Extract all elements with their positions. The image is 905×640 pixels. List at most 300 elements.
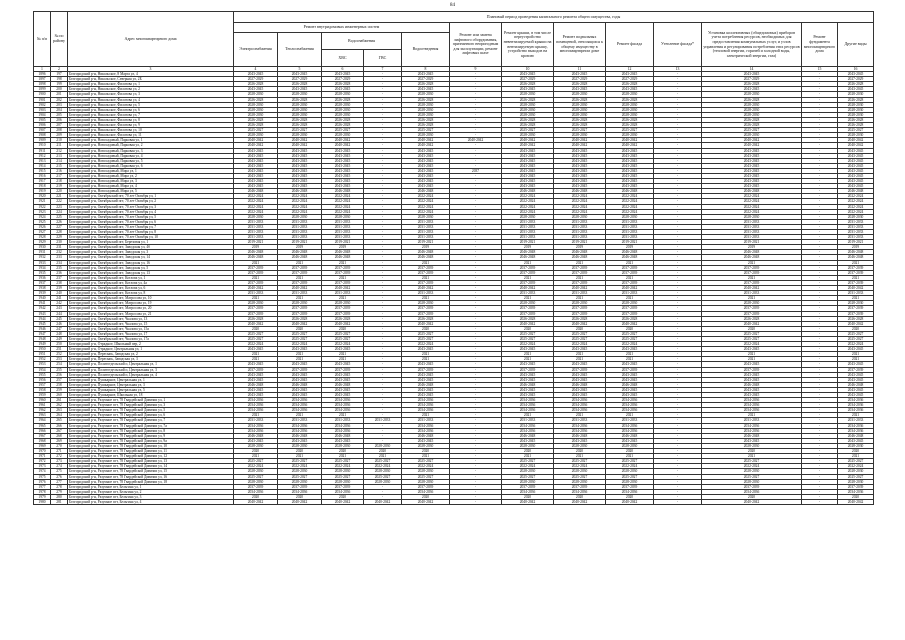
row-period-cell: - <box>802 499 838 504</box>
row-number: 1926 <box>34 224 51 229</box>
row-period-cell: 2021 <box>606 413 654 418</box>
row-address: Белгородский р-н, Новосадовый, Мира ул, 2 <box>68 173 234 178</box>
row-period-cell: 2034-2036 <box>322 428 364 433</box>
row-period-cell: - <box>654 87 702 92</box>
row-period-cell: 2021 <box>554 275 606 280</box>
row-period-cell: 2046-2048 <box>234 382 278 387</box>
row-period-cell: 2040-2042 <box>606 499 654 504</box>
row-period-cell: - <box>364 255 402 260</box>
row-district-number: 274 <box>51 464 68 469</box>
row-period-cell: 2043-2045 <box>606 438 654 443</box>
row-period-cell: - <box>654 214 702 219</box>
row-period-cell: - <box>450 489 502 494</box>
row-period-cell: 2034-2036 <box>322 489 364 494</box>
row-period-cell: 2034-2036 <box>702 398 802 403</box>
row-period-cell: - <box>450 377 502 382</box>
row-district-number: 231 <box>51 245 68 250</box>
row-period-cell: 2021 <box>502 454 554 459</box>
row-period-cell: 2031-2033 <box>838 418 874 423</box>
row-period-cell: - <box>802 173 838 178</box>
row-period-cell: 2026-2028 <box>234 97 278 102</box>
row-period-cell: 2020 <box>702 326 802 331</box>
row-period-cell: 2043-2045 <box>554 347 606 352</box>
row-period-cell: 2046-2048 <box>322 189 364 194</box>
row-district-number: 222 <box>51 199 68 204</box>
row-district-number: 211 <box>51 143 68 148</box>
row-period-cell: 2043-2045 <box>278 173 322 178</box>
row-period-cell: 2031-2033 <box>502 230 554 235</box>
row-period-cell: 2040-2042 <box>502 499 554 504</box>
row-period-cell: 2040-2042 <box>838 143 874 148</box>
row-period-cell: 2031-2033 <box>502 291 554 296</box>
row-period-cell: 2020 <box>502 494 554 499</box>
row-period-cell: - <box>450 382 502 387</box>
row-period-cell: 2022-2024 <box>278 342 322 347</box>
row-period-cell: 2025-2027 <box>278 128 322 133</box>
row-district-number: 281 <box>51 499 68 504</box>
row-period-cell: 2040-2042 <box>606 321 654 326</box>
column-index: 12 <box>606 67 654 72</box>
row-period-cell: 2043-2045 <box>554 393 606 398</box>
row-period-cell: - <box>654 469 702 474</box>
row-period-cell: 2031-2033 <box>606 235 654 240</box>
row-period-cell: 2040-2042 <box>606 143 654 148</box>
row-district-number: 210 <box>51 138 68 143</box>
row-period-cell: - <box>802 102 838 107</box>
row-period-cell: 2031-2033 <box>702 291 802 296</box>
row-address: Белгородский р-н, Пересыпь, Заводская ул, 2 <box>68 352 234 357</box>
row-period-cell: 2028-2030 <box>502 92 554 97</box>
row-period-cell: 2022-2024 <box>606 342 654 347</box>
row-period-cell: 2043-2045 <box>838 377 874 382</box>
row-district-number: 247 <box>51 326 68 331</box>
row-period-cell: 2043-2045 <box>554 158 606 163</box>
row-period-cell: - <box>654 433 702 438</box>
row-period-cell: - <box>364 438 402 443</box>
row-period-cell: 2043-2045 <box>234 163 278 168</box>
row-period-cell: 2019-2021 <box>322 240 364 245</box>
row-period-cell: - <box>802 77 838 82</box>
row-address: Белгородский р-н, Октябрьский пгт, Матросова ул, 19 <box>68 301 234 306</box>
row-period-cell: - <box>364 484 402 489</box>
row-period-cell: - <box>802 148 838 153</box>
row-period-cell: - <box>654 163 702 168</box>
row-period-cell: 2022-2024 <box>402 199 450 204</box>
row-period-cell: 2031-2033 <box>234 235 278 240</box>
row-period-cell: 2022-2024 <box>502 194 554 199</box>
row-period-cell: 2025-2027 <box>838 474 874 479</box>
row-period-cell: 2040-2042 <box>322 138 364 143</box>
row-period-cell: - <box>364 102 402 107</box>
row-period-cell: 2034-2036 <box>402 489 450 494</box>
row-period-cell: 2020 <box>702 449 802 454</box>
row-period-cell: 2022-2024 <box>702 464 802 469</box>
row-period-cell: 2019-2021 <box>838 240 874 245</box>
row-period-cell: 2043-2045 <box>838 347 874 352</box>
row-district-number: 228 <box>51 230 68 235</box>
row-period-cell: - <box>364 347 402 352</box>
row-period-cell: - <box>450 347 502 352</box>
row-period-cell: 2031-2033 <box>322 219 364 224</box>
row-period-cell: 2043-2045 <box>838 179 874 184</box>
row-period-cell: - <box>802 168 838 173</box>
row-period-cell: 2037-2039 <box>838 265 874 270</box>
row-period-cell: - <box>450 494 502 499</box>
row-period-cell: 2043-2045 <box>838 148 874 153</box>
column-index: 9 <box>450 67 502 72</box>
row-period-cell: 2022-2024 <box>278 194 322 199</box>
row-period-cell: - <box>654 133 702 138</box>
row-address: Белгородский р-н, Разумное пгт, 78 Гвардейской Дивизии ул, 8 <box>68 428 234 433</box>
row-period-cell: - <box>802 433 838 438</box>
period-group-header: Плановый период проведения капитального ремонта общего имущества, годы <box>234 12 874 23</box>
row-period-cell: 2043-2045 <box>838 184 874 189</box>
row-period-cell: 2034-2036 <box>606 489 654 494</box>
row-period-cell: - <box>654 428 702 433</box>
row-period-cell: 2019-2021 <box>502 240 554 245</box>
row-period-cell: 2022-2024 <box>554 204 606 209</box>
row-period-cell: 2021 <box>838 275 874 280</box>
row-period-cell: 2043-2045 <box>234 184 278 189</box>
row-period-cell: 2043-2045 <box>502 347 554 352</box>
row-period-cell: 2034-2036 <box>322 408 364 413</box>
column-index: 14 <box>702 67 802 72</box>
row-period-cell: 2046-2048 <box>502 250 554 255</box>
row-period-cell: 2043-2045 <box>838 362 874 367</box>
row-period-cell: 2043-2045 <box>502 72 554 77</box>
row-period-cell: - <box>364 316 402 321</box>
row-period-cell: 2028-2030 <box>554 443 606 448</box>
row-number: 1956 <box>34 377 51 382</box>
row-period-cell: 2046-2048 <box>322 250 364 255</box>
row-period-cell: 2025-2027 <box>554 336 606 341</box>
row-period-cell: - <box>802 382 838 387</box>
row-period-cell: 2040-2042 <box>838 321 874 326</box>
row-number: 1978 <box>34 489 51 494</box>
row-number: 1979 <box>34 494 51 499</box>
row-period-cell: 2021 <box>364 454 402 459</box>
row-period-cell: 2028-2030 <box>322 107 364 112</box>
row-period-cell: 2020 <box>234 449 278 454</box>
row-period-cell: 2020 <box>234 494 278 499</box>
row-period-cell: 2022-2024 <box>502 464 554 469</box>
row-period-cell: - <box>802 398 838 403</box>
row-address: Белгородский р-н, Октябрьский пгт, Заводская ул, 16 <box>68 260 234 265</box>
row-period-cell: 2028-2030 <box>838 214 874 219</box>
row-district-number: 200 <box>51 87 68 92</box>
row-period-cell: 2040-2042 <box>838 286 874 291</box>
row-period-cell: - <box>654 296 702 301</box>
row-period-cell: 2040-2042 <box>234 499 278 504</box>
row-period-cell: - <box>802 250 838 255</box>
row-period-cell: 2043-2045 <box>322 87 364 92</box>
col-facade: Ремонт фасада <box>606 23 654 67</box>
row-period-cell: 2040-2042 <box>502 143 554 148</box>
row-address: Белгородский р-н, Новосадовый, Парковая ул, 6 <box>68 163 234 168</box>
row-number: 1916 <box>34 173 51 178</box>
row-period-cell: - <box>450 275 502 280</box>
row-number: 1935 <box>34 270 51 275</box>
row-period-cell: 2022-2024 <box>702 342 802 347</box>
row-address: Белгородский р-н, Разумное пгт, 78 Гвардейской Дивизии ул, 5 <box>68 408 234 413</box>
row-period-cell: - <box>450 449 502 454</box>
row-period-cell: 2043-2045 <box>278 377 322 382</box>
row-period-cell: - <box>364 97 402 102</box>
row-period-cell: - <box>802 408 838 413</box>
row-period-cell: 2020 <box>702 494 802 499</box>
row-period-cell: - <box>802 484 838 489</box>
row-period-cell: - <box>364 194 402 199</box>
row-period-cell: 2028-2030 <box>234 133 278 138</box>
row-period-cell: - <box>450 418 502 423</box>
row-district-number: 249 <box>51 336 68 341</box>
row-period-cell: 2040-2042 <box>402 143 450 148</box>
row-period-cell: - <box>364 403 402 408</box>
row-period-cell: - <box>450 352 502 357</box>
row-period-cell: - <box>450 97 502 102</box>
row-number: 1910 <box>34 143 51 148</box>
row-number: 1912 <box>34 153 51 158</box>
row-period-cell: 2021 <box>322 296 364 301</box>
row-period-cell: 2034-2036 <box>402 428 450 433</box>
row-period-cell: - <box>450 387 502 392</box>
row-period-cell: 2021 <box>278 413 322 418</box>
row-period-cell: - <box>450 398 502 403</box>
row-period-cell: 2043-2045 <box>402 372 450 377</box>
row-period-cell: 2043-2045 <box>502 173 554 178</box>
row-period-cell: - <box>364 393 402 398</box>
row-period-cell: - <box>364 224 402 229</box>
row-period-cell: - <box>450 336 502 341</box>
row-period-cell: 2028-2030 <box>322 214 364 219</box>
row-district-number: 227 <box>51 224 68 229</box>
row-period-cell: 2031-2033 <box>702 219 802 224</box>
row-period-cell: - <box>654 235 702 240</box>
row-period-cell: 2028-2030 <box>278 102 322 107</box>
row-number: 1948 <box>34 336 51 341</box>
row-period-cell: 2037-2039 <box>554 270 606 275</box>
row-period-cell: - <box>802 245 838 250</box>
row-period-cell: 2025-2027 <box>234 474 278 479</box>
row-period-cell: 2037-2039 <box>502 265 554 270</box>
row-period-cell: 2020 <box>278 326 322 331</box>
col-basement: Ремонт подвальных помещений, относящихся к общему имуществу в многоквартирном доме <box>554 23 606 67</box>
row-period-cell: 2028-2030 <box>234 107 278 112</box>
row-period-cell: 2043-2045 <box>554 179 606 184</box>
row-period-cell: 2026-2028 <box>322 123 364 128</box>
row-period-cell: 2019 <box>838 245 874 250</box>
table-body <box>34 72 874 505</box>
row-period-cell: - <box>802 235 838 240</box>
row-period-cell: 2034-2036 <box>234 423 278 428</box>
row-district-number: 272 <box>51 454 68 459</box>
row-period-cell: 2037-2039 <box>606 367 654 372</box>
row-period-cell: 2037-2039 <box>402 367 450 372</box>
row-period-cell: 2043-2045 <box>502 372 554 377</box>
row-address: Белгородский р-н, Разумное пгт, 78 Гвардейской Дивизии ул, 15 <box>68 469 234 474</box>
row-period-cell: 2028-2030 <box>364 443 402 448</box>
row-period-cell: - <box>364 240 402 245</box>
row-period-cell: 2026-2028 <box>278 316 322 321</box>
row-period-cell: 2026-2028 <box>606 316 654 321</box>
row-period-cell: 2025-2027 <box>278 336 322 341</box>
row-period-cell: - <box>364 326 402 331</box>
row-period-cell: 2043-2045 <box>702 393 802 398</box>
row-address: Белгородский р-н, Октябрьский пгт, Заводская ул, 3 <box>68 250 234 255</box>
row-period-cell: 2043-2045 <box>554 362 606 367</box>
row-period-cell: 2043-2045 <box>322 153 364 158</box>
row-period-cell: 2034-2036 <box>278 423 322 428</box>
row-period-cell: 2037-2039 <box>322 367 364 372</box>
row-period-cell: 2020 <box>838 326 874 331</box>
row-period-cell: - <box>450 372 502 377</box>
row-number: 1968 <box>34 438 51 443</box>
row-period-cell: 2020 <box>554 326 606 331</box>
row-period-cell: - <box>654 408 702 413</box>
row-period-cell: 2021 <box>278 357 322 362</box>
row-period-cell: 2021 <box>554 260 606 265</box>
row-period-cell: 2046-2048 <box>702 255 802 260</box>
row-period-cell: 2037-2039 <box>322 306 364 311</box>
row-period-cell: 2037-2039 <box>234 265 278 270</box>
row-address: Белгородский р-н, Разумное пгт, 78 Гвардейской Дивизии ул, 6 <box>68 413 234 418</box>
row-period-cell: - <box>450 184 502 189</box>
row-period-cell: - <box>450 214 502 219</box>
row-period-cell: - <box>802 494 838 499</box>
row-period-cell: - <box>364 408 402 413</box>
row-period-cell: 2022-2024 <box>322 342 364 347</box>
row-period-cell: 2027-2029 <box>554 77 606 82</box>
row-period-cell: - <box>364 107 402 112</box>
row-period-cell: - <box>364 280 402 285</box>
row-district-number: 241 <box>51 296 68 301</box>
row-period-cell: 2046-2048 <box>838 189 874 194</box>
row-period-cell: - <box>364 377 402 382</box>
row-period-cell: - <box>450 321 502 326</box>
row-period-cell: 2026-2028 <box>554 97 606 102</box>
row-number: 1942 <box>34 306 51 311</box>
row-period-cell: 2025-2027 <box>606 128 654 133</box>
row-address: Белгородский р-н, Октябрьский пгт, Березовая ул, 1 <box>68 240 234 245</box>
row-period-cell: 2040-2042 <box>702 321 802 326</box>
row-district-number: 257 <box>51 377 68 382</box>
row-period-cell: 2046-2048 <box>234 433 278 438</box>
row-period-cell: - <box>450 367 502 372</box>
row-period-cell: 2037-2039 <box>278 270 322 275</box>
row-period-cell: 2028-2030 <box>402 214 450 219</box>
row-period-cell: - <box>450 301 502 306</box>
row-address: Белгородский р-н, Никольское, Северная ул, 2Б <box>68 77 234 82</box>
row-period-cell: - <box>450 143 502 148</box>
row-period-cell: 2046-2048 <box>838 255 874 260</box>
row-district-number: 250 <box>51 342 68 347</box>
row-period-cell: 2043-2045 <box>502 87 554 92</box>
row-period-cell: 2043-2045 <box>838 393 874 398</box>
row-period-cell: 2034-2036 <box>278 408 322 413</box>
row-address: Белгородский р-н, Никольское, Филатова ул, 2 <box>68 87 234 92</box>
row-period-cell: 2043-2045 <box>278 438 322 443</box>
row-number: 1941 <box>34 301 51 306</box>
row-period-cell: 2022-2024 <box>234 194 278 199</box>
row-number: 1898 <box>34 82 51 87</box>
row-number: 1902 <box>34 102 51 107</box>
row-period-cell: 2046-2048 <box>606 189 654 194</box>
row-number: 1940 <box>34 296 51 301</box>
row-period-cell: 2028-2030 <box>402 107 450 112</box>
row-address: Белгородский р-н, Октябрьский пгт, 70 лет Октября ул, 10 <box>68 235 234 240</box>
row-period-cell: 2026-2028 <box>234 316 278 321</box>
row-period-cell: 2046-2048 <box>502 433 554 438</box>
row-district-number: 266 <box>51 423 68 428</box>
row-period-cell: - <box>654 265 702 270</box>
row-period-cell: 2031-2033 <box>322 224 364 229</box>
row-address: Белгородский р-н, Никольское, Филатова ул, 8 <box>68 117 234 122</box>
row-district-number: 226 <box>51 219 68 224</box>
row-period-cell: 2022-2024 <box>554 209 606 214</box>
row-period-cell: 2040-2042 <box>702 286 802 291</box>
row-period-cell: - <box>364 235 402 240</box>
row-period-cell: - <box>654 306 702 311</box>
row-period-cell: 2043-2045 <box>606 372 654 377</box>
row-period-cell: - <box>654 387 702 392</box>
row-period-cell: 2037-2039 <box>554 265 606 270</box>
row-period-cell: 2037-2039 <box>234 311 278 316</box>
row-address: Белгородский р-н, Никольское, Филатова ул, 11 <box>68 133 234 138</box>
row-period-cell: - <box>364 275 402 280</box>
row-district-number: 280 <box>51 494 68 499</box>
row-period-cell: 2026-2028 <box>606 97 654 102</box>
row-period-cell: - <box>450 438 502 443</box>
row-period-cell: 2043-2045 <box>278 158 322 163</box>
row-period-cell: - <box>654 301 702 306</box>
row-period-cell: 2043-2045 <box>402 163 450 168</box>
row-period-cell: 2022-2024 <box>838 209 874 214</box>
row-period-cell: - <box>802 326 838 331</box>
row-period-cell: 2043-2045 <box>502 158 554 163</box>
row-period-cell: - <box>364 204 402 209</box>
row-address: Белгородский р-н, Разумное пгт, Бельгина ул, 4 <box>68 499 234 504</box>
row-period-cell: - <box>364 148 402 153</box>
row-period-cell: - <box>654 347 702 352</box>
row-period-cell: - <box>654 362 702 367</box>
row-period-cell: 2026-2028 <box>402 117 450 122</box>
row-period-cell: 2043-2045 <box>234 158 278 163</box>
row-number: 1923 <box>34 209 51 214</box>
row-district-number: 224 <box>51 209 68 214</box>
row-period-cell: 2046-2048 <box>278 382 322 387</box>
row-period-cell: 2037-2039 <box>838 306 874 311</box>
row-period-cell: 2031-2033 <box>554 219 606 224</box>
row-period-cell: 2034-2036 <box>554 489 606 494</box>
row-period-cell: - <box>654 454 702 459</box>
row-district-number: 225 <box>51 214 68 219</box>
row-number: 1950 <box>34 347 51 352</box>
row-period-cell: 2025-2027 <box>234 336 278 341</box>
row-period-cell: 2021 <box>278 275 322 280</box>
row-period-cell: 2037-2039 <box>278 367 322 372</box>
row-period-cell: 2026-2028 <box>502 97 554 102</box>
row-period-cell: 2034-2036 <box>554 408 606 413</box>
row-period-cell: - <box>450 77 502 82</box>
row-address: Белгородский р-н, Никольское, Филатова ул, 7 <box>68 112 234 117</box>
row-period-cell: 2022-2024 <box>606 204 654 209</box>
row-period-cell: 2020 <box>278 449 322 454</box>
row-period-cell: 2043-2045 <box>322 163 364 168</box>
row-period-cell: 2037-2039 <box>278 280 322 285</box>
row-period-cell: - <box>450 474 502 479</box>
row-period-cell: 2028-2030 <box>606 479 654 484</box>
row-period-cell: - <box>802 214 838 219</box>
